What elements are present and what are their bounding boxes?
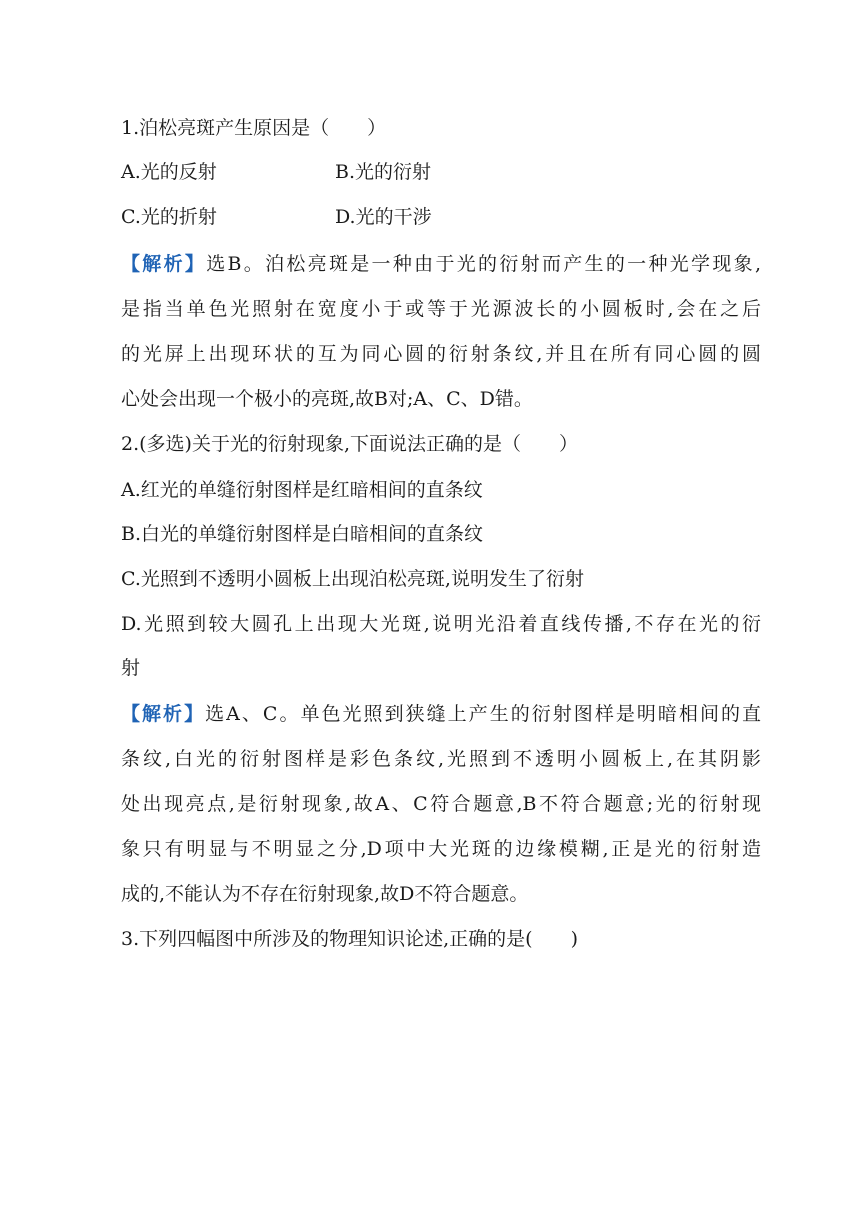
- analysis-text: 选A、C。单色光照到狭缝上产生的衍射图样是明暗相间的直: [205, 703, 761, 725]
- question-1-analysis-line-2: 是指当单色光照射在宽度小于或等于光源波长的小圆板时,会在之后: [121, 298, 761, 320]
- analysis-tag: 【解析】: [121, 253, 207, 275]
- question-2-analysis-line-4: 象只有明显与不明显之分,D项中大光斑的边缘模糊,正是光的衍射造: [121, 838, 761, 860]
- question-2-analysis-line-1: [121, 702, 761, 726]
- question-2-analysis-line-5: 成的,不能认为不存在衍射现象,故D不符合题意。: [121, 883, 529, 905]
- question-2-analysis-line-3: 处出现亮点,是衍射现象,故A、C符合题意,B不符合题意;光的衍射现: [121, 793, 761, 815]
- question-1-option-b: B.光的衍射: [335, 161, 432, 183]
- question-2-analysis-line-2: 条纹,白光的衍射图样是彩色条纹,光照到不透明小圆板上,在其阴影: [121, 748, 761, 770]
- question-1-analysis-line-3: 的光屏上出现环状的互为同心圆的衍射条纹,并且在所有同心圆的圆: [121, 343, 761, 365]
- analysis-text: 选B。泊松亮斑是一种由于光的衍射而产生的一种光学现象,: [206, 253, 761, 275]
- question-2-option-c: C.光照到不透明小圆板上出现泊松亮斑,说明发生了衍射: [121, 568, 584, 590]
- question-1-analysis-line-4: 心处会出现一个极小的亮斑,故B对;A、C、D错。: [121, 388, 533, 410]
- question-2-option-a: A.红光的单缝衍射图样是红暗相间的直条纹: [121, 479, 483, 501]
- analysis-tag: 【解析】: [121, 703, 206, 725]
- question-3-stem: 3.下列四幅图中所涉及的物理知识论述,正确的是( ): [121, 928, 578, 950]
- question-1-option-c: C.光的折射: [121, 206, 217, 228]
- question-1-analysis-line-1: [121, 252, 761, 276]
- question-2-option-d-line-1: D.光照到较大圆孔上出现大光斑,说明光沿着直线传播,不存在光的衍: [121, 613, 761, 635]
- question-1-option-a: A.光的反射: [121, 161, 217, 183]
- question-1-option-d: D.光的干涉: [335, 206, 432, 228]
- question-2-stem: 2.(多选)关于光的衍射现象,下面说法正确的是（ ）: [121, 433, 578, 455]
- question-2-option-d-line-2: 射: [121, 657, 141, 679]
- question-2-option-b: B.白光的单缝衍射图样是白暗相间的直条纹: [121, 523, 484, 545]
- question-1-stem: 1.泊松亮斑产生原因是（ ）: [121, 117, 387, 139]
